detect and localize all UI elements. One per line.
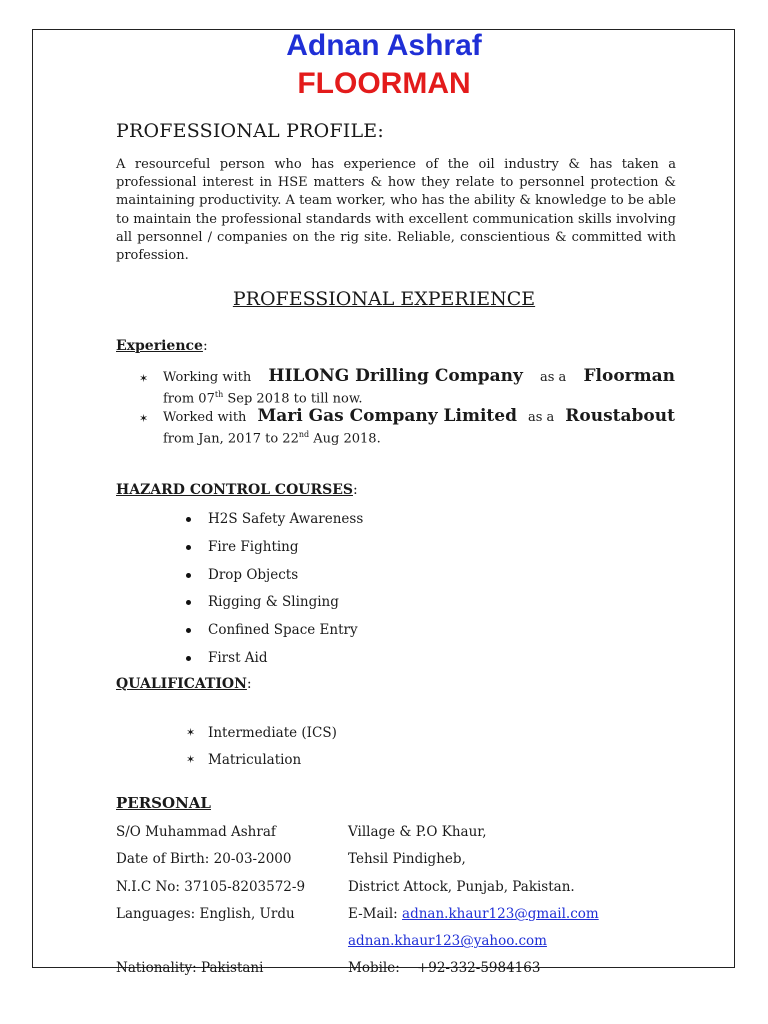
personal-field: N.I.C No: 37105-8203572-9 [116,878,306,895]
star-bullet-icon: ✶ [186,726,196,739]
personal-heading: PERSONAL [116,794,211,812]
personal-field: Languages: English, Urdu [116,905,295,922]
address-line: Village & P.O Khaur, [348,824,487,840]
bullet-icon [186,628,191,633]
personal-field: Nationality: Pakistani [116,960,264,977]
experience-label: Experience: [116,338,208,354]
bullet-icon [186,600,191,605]
experience-item: Worked with Mari Gas Company Limited as a Roustabout from Jan, 2017 to 22nd Aug 2018. [163,406,675,447]
email-link-yahoo[interactable]: adnan.khaur123@yahoo.com [348,933,547,950]
candidate-role: FLOORMAN [297,67,471,100]
mobile-row: Mobile: +92-332-5984163 [348,960,541,977]
experience-heading: PROFESSIONAL EXPERIENCE [232,288,536,310]
mobile-number: +92-332-5984163 [416,960,541,977]
address-line: Tehsil Pindigheb, [348,851,466,868]
list-item: ✶ Intermediate (ICS) [186,722,337,749]
star-bullet-icon: ✶ [139,412,149,425]
star-bullet-icon: ✶ [139,372,149,385]
personal-field: Date of Birth: 20-03-2000 [116,851,292,868]
email-row [348,930,688,957]
personal-left-column [116,821,346,985]
bullet-icon [186,517,191,522]
list-item: ✶ Matriculation [186,749,337,776]
bullet-icon [186,545,191,550]
star-bullet-icon: ✶ [186,753,196,766]
email-row: E-Mail: adnan.khaur123@gmail.com [348,905,599,922]
experience-item: Working with HILONG Drilling Company as a Floorman from 07th Sep 2018 to till now. [163,366,675,407]
list-item: First Aid [186,647,363,675]
list-item: H2S Safety Awareness [186,508,363,536]
list-item: Confined Space Entry [186,619,363,647]
address-line: District Attock, Punjab, Pakistan. [348,878,575,895]
qualification-list [186,722,337,776]
bullet-icon [186,656,191,661]
personal-field [116,930,346,957]
personal-field: S/O Muhammad Ashraf [116,824,276,840]
qualification-heading: QUALIFICATION: [116,676,252,692]
candidate-name: Adnan Ashraf [286,29,482,62]
profile-text: A resourceful person who has experience of the oil industry & has taken a professional interest in HSE matters & how they relate to personnel protection & maintaining productivity. A team worker, who has the ability & knowledge to be able to maintain the professional standards with excellent communication skills involving all personnel / companies on the rig site. Reliable, conscientious & committed with profession. [116,157,676,264]
list-item: Rigging & Slinging [186,591,363,619]
email-link-gmail[interactable]: adnan.khaur123@gmail.com [402,905,599,922]
personal-right-column [348,821,688,985]
list-item: Drop Objects [186,564,363,592]
hazard-heading: HAZARD CONTROL COURSES: [116,482,358,498]
hazard-list [186,508,363,675]
bullet-icon [186,573,191,578]
profile-heading: PROFESSIONAL PROFILE: [116,120,384,142]
list-item: Fire Fighting [186,536,363,564]
